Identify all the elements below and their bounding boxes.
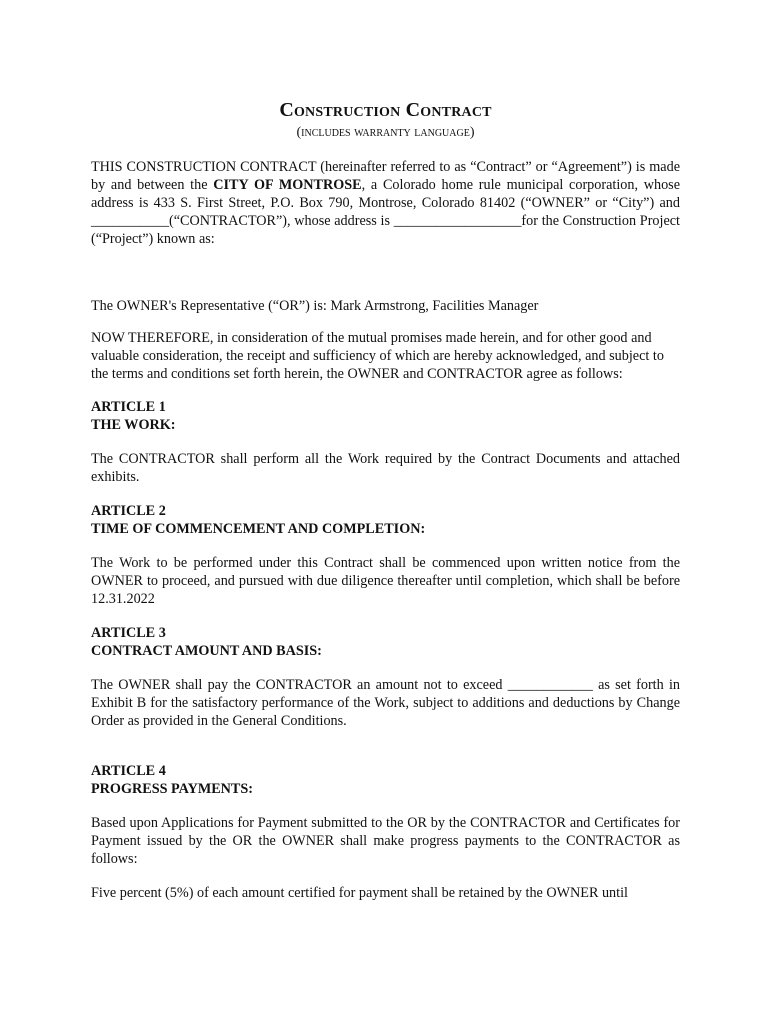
- owner-representative: The OWNER's Representative (“OR”) is: Mark Armstrong, Facilities Manager: [91, 298, 539, 314]
- document-title: Construction Contract: [279, 99, 492, 121]
- owner-name: CITY OF MONTROSE: [213, 177, 362, 193]
- article-4-heading: PROGRESS PAYMENTS:: [91, 781, 253, 797]
- article-3: [91, 624, 680, 730]
- document-subtitle: (includes warranty language): [296, 125, 475, 140]
- now-therefore-paragraph: NOW THEREFORE, in consideration of the mutual promises made herein, and for other good and valuable consideration, the receipt and sufficiency of which are hereby acknowledged, and subject to the terms and conditions set forth herein, the OWNER and CONTRACTOR agree as follows:: [91, 330, 664, 382]
- article-3-text: The OWNER shall pay the CONTRACTOR an amount not to exceed ____________ as set forth in Exhibit B for the satisfactory performance of the Work, subject to additions and deductions by Change Order as provided in the General Conditions.: [91, 677, 680, 729]
- intro-paragraph: [91, 158, 680, 248]
- article-4: [91, 762, 680, 868]
- article-2: [91, 502, 680, 608]
- retainage-paragraph: Five percent (5%) of each amount certified for payment shall be retained by the OWNER until: [91, 885, 628, 901]
- article-1: [91, 398, 680, 486]
- intro-text-part1: THIS CONSTRUCTION CONTRACT (hereinafter referred to as “Contract” or “Agreement”) is made by and between the: [91, 159, 680, 193]
- article-1-heading: THE WORK:: [91, 417, 176, 433]
- intro-text-part2: , a Colorado home rule municipal corporation, whose address is 433 S. First Street, P.O. Box 790, Montrose, Colorado 81402 (“OWNER” or “City”) and ___________(“CONTRACTOR”), whose address is __________________for the Construction Project (“Project”) known as:: [91, 177, 680, 247]
- article-2-text: The Work to be performed under this Contract shall be commenced upon written notice from the OWNER to proceed, and pursued with due diligence thereafter until completion, which shall be before 12.31.2022: [91, 555, 680, 607]
- article-2-heading: TIME OF COMMENCEMENT AND COMPLETION:: [91, 521, 426, 537]
- article-4-text: Based upon Applications for Payment submitted to the OR by the CONTRACTOR and Certificates for Payment issued by the OR the OWNER shall make progress payments to the CONTRACTOR as follows:: [91, 815, 680, 867]
- article-1-number: ARTICLE 1: [91, 399, 166, 415]
- article-1-text: The CONTRACTOR shall perform all the Work required by the Contract Documents and attached exhibits.: [91, 451, 680, 485]
- article-3-number: ARTICLE 3: [91, 625, 166, 641]
- article-4-number: ARTICLE 4: [91, 763, 166, 779]
- article-3-heading: CONTRACT AMOUNT AND BASIS:: [91, 643, 322, 659]
- article-2-number: ARTICLE 2: [91, 503, 166, 519]
